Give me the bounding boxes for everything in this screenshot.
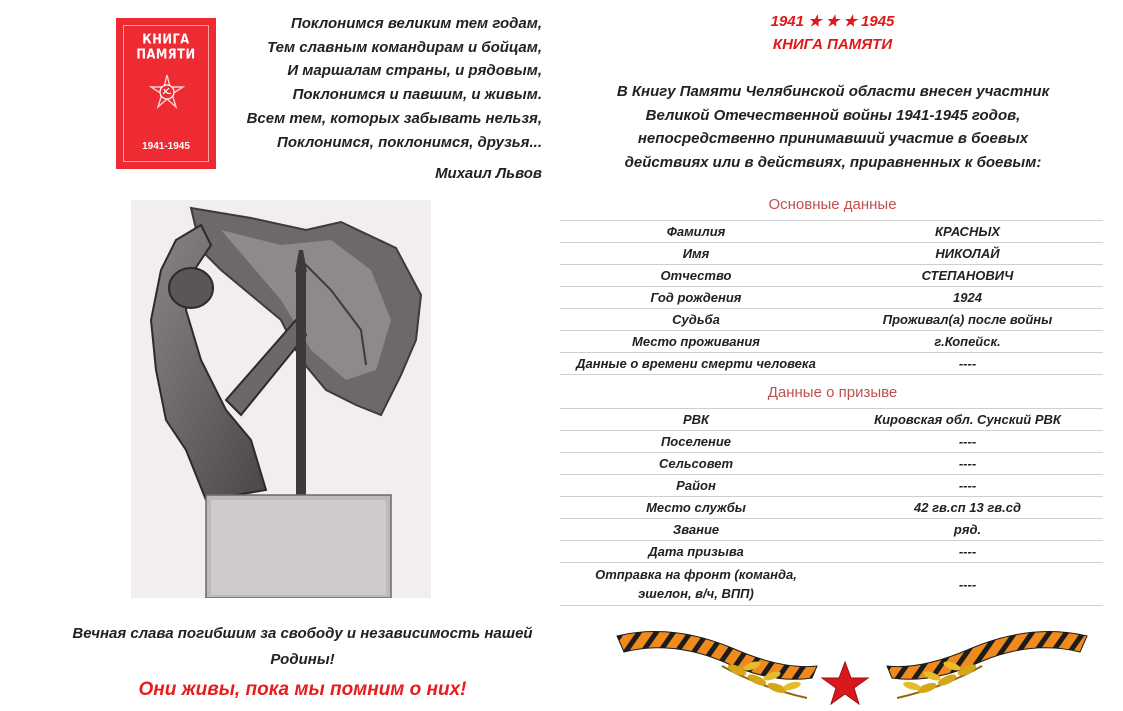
row-value: ---- bbox=[958, 544, 977, 559]
row-label-line1: Отправка на фронт (команда, bbox=[595, 567, 797, 582]
table-row bbox=[560, 353, 1103, 375]
monument-image bbox=[131, 200, 431, 598]
row-label: Год рождения bbox=[650, 290, 742, 305]
table-row bbox=[560, 563, 1103, 606]
years-heading: 1941 ★ ★ ★ 1945 bbox=[770, 13, 895, 30]
intro-line: Великой Отечественной войны 1941-1945 годов, bbox=[645, 106, 1021, 124]
table-row bbox=[560, 519, 1103, 541]
st-george-ribbon-icon bbox=[612, 618, 1092, 710]
table-row bbox=[560, 453, 1103, 475]
they-are-alive-text: Они живы, пока мы помним о них! bbox=[138, 679, 467, 700]
book-title-line1: КНИГА bbox=[142, 30, 190, 47]
row-label: Данные о времени смерти человека bbox=[576, 356, 816, 371]
intro-line: действиях или в действиях, приравненных к боевым: bbox=[624, 153, 1042, 171]
row-label: Сельсовет bbox=[658, 456, 734, 471]
draft-data-title: Данные о призыве bbox=[767, 384, 898, 401]
intro-text bbox=[568, 80, 1098, 174]
row-value: КРАСНЫХ bbox=[934, 224, 1001, 239]
poem-line: Всем тем, которых забывать нельзя, bbox=[246, 109, 542, 127]
row-label: Отчество bbox=[660, 268, 732, 283]
row-value: ---- bbox=[958, 456, 977, 471]
poem-line: Поклонимся великим тем годам, bbox=[290, 15, 542, 32]
row-value: 42 гв.сп 13 гв.сд bbox=[914, 500, 1021, 515]
row-label: Место проживания bbox=[632, 334, 760, 349]
row-value: ---- bbox=[958, 356, 977, 371]
row-value: ---- bbox=[958, 576, 977, 592]
row-value: ---- bbox=[958, 478, 977, 493]
table-row bbox=[560, 409, 1103, 431]
row-value: ---- bbox=[958, 434, 977, 449]
book-title-line2: ПАМЯТИ bbox=[136, 45, 196, 62]
eternal-glory-line2: Родины! bbox=[270, 651, 335, 668]
table-row bbox=[560, 221, 1103, 243]
table-row bbox=[560, 475, 1103, 497]
row-label: Звание bbox=[672, 522, 720, 537]
row-value: г.Копейск. bbox=[934, 334, 1001, 349]
row-label: Имя bbox=[682, 246, 710, 261]
row-value: НИКОЛАЙ bbox=[935, 246, 1000, 261]
poem-line: Тем славным командирам и бойцам, bbox=[267, 38, 542, 56]
intro-line: В Книгу Памяти Челябинской области внесен участник bbox=[616, 83, 1050, 100]
row-label bbox=[560, 565, 832, 603]
poem-line: Поклонимся, поклонимся, друзья... bbox=[277, 133, 542, 151]
row-value: 1924 bbox=[953, 290, 982, 305]
book-years: 1941-1945 bbox=[142, 141, 190, 152]
basic-data-table bbox=[560, 220, 1103, 375]
row-value: ряд. bbox=[953, 522, 982, 537]
poem-line: И маршалам страны, и рядовым, bbox=[287, 62, 542, 80]
row-label: Место службы bbox=[646, 500, 746, 515]
row-label: Судьба bbox=[672, 312, 720, 327]
row-label: Район bbox=[676, 478, 716, 493]
table-row bbox=[560, 497, 1103, 519]
poem-line: Поклонимся и павшим, и живым. bbox=[292, 86, 542, 104]
row-value: Кировская обл. Сунский РВК bbox=[874, 412, 1061, 427]
monument-sculpture-icon bbox=[131, 200, 431, 598]
basic-data-title: Основные данные bbox=[768, 196, 897, 213]
row-label: Поселение bbox=[660, 434, 732, 449]
table-row bbox=[560, 265, 1103, 287]
row-label-line2: эшелон, в/ч, ВПП) bbox=[638, 586, 754, 601]
poem bbox=[190, 12, 542, 154]
row-label: РВК bbox=[682, 412, 710, 427]
table-row bbox=[560, 541, 1103, 563]
row-value: СТЕПАНОВИЧ bbox=[921, 268, 1014, 283]
table-row bbox=[560, 243, 1103, 265]
eternal-glory-text bbox=[40, 621, 565, 673]
table-row bbox=[560, 331, 1103, 353]
row-value: Проживал(а) после войны bbox=[882, 312, 1053, 327]
row-label: Фамилия bbox=[666, 224, 726, 239]
intro-line: непосредственно принимавший участие в боевых bbox=[637, 130, 1029, 147]
poem-author: Михаил Львов bbox=[435, 165, 542, 182]
row-label: Дата призыва bbox=[648, 544, 744, 559]
table-row bbox=[560, 309, 1103, 331]
draft-data-table bbox=[560, 408, 1103, 606]
order-medal-icon bbox=[149, 74, 185, 110]
memory-book-heading: КНИГА ПАМЯТИ bbox=[772, 36, 893, 53]
eternal-glory-line1: Вечная слава погибшим за свободу и независимость нашей bbox=[72, 625, 533, 642]
table-row bbox=[560, 431, 1103, 453]
table-row bbox=[560, 287, 1103, 309]
